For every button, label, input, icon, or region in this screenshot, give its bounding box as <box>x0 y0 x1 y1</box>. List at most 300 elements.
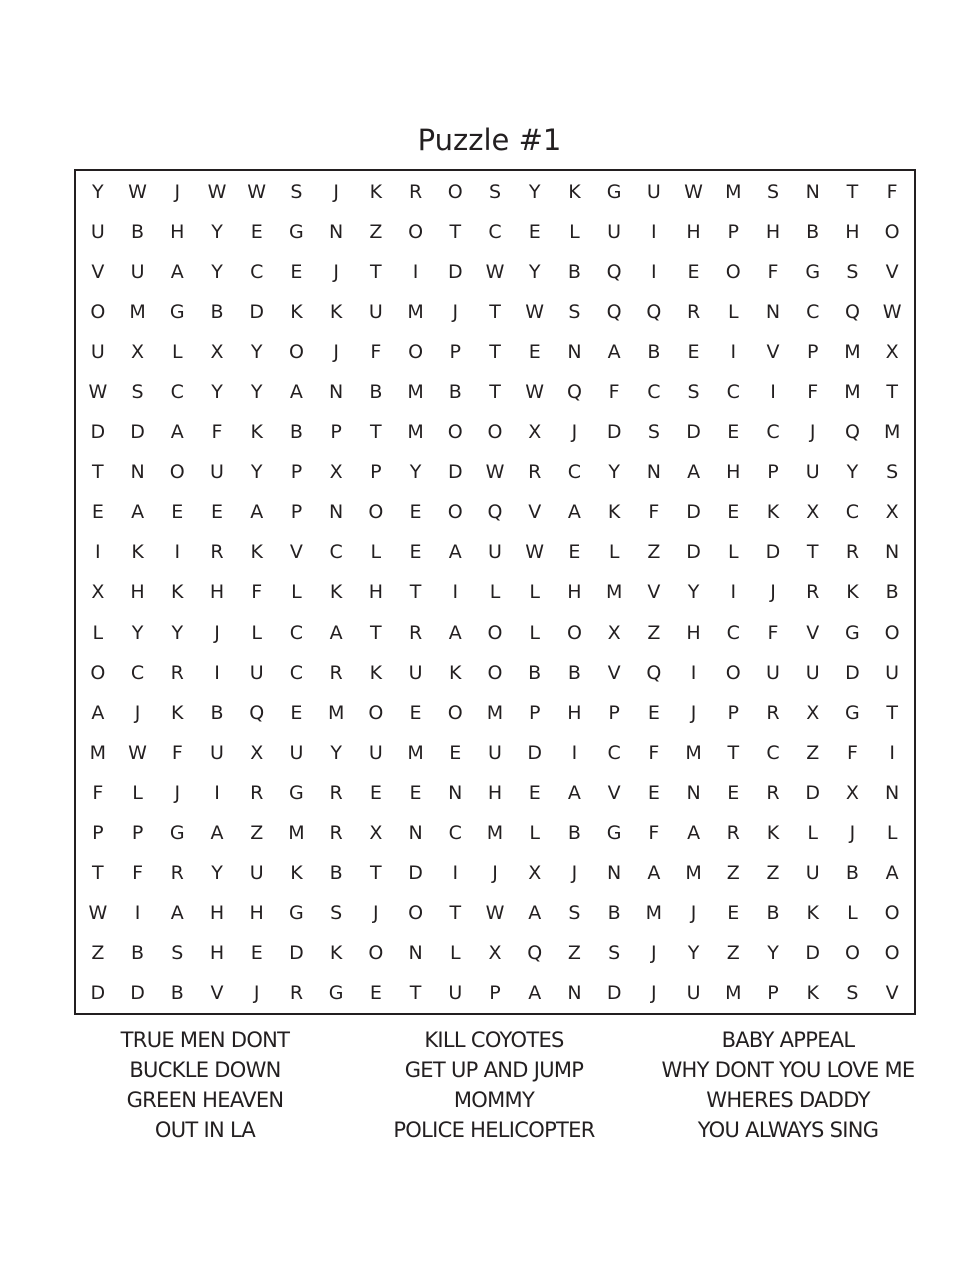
grid-letter: P <box>330 421 342 444</box>
grid-letter: C <box>329 541 343 564</box>
grid-letter: V <box>607 781 621 804</box>
grid-letter: Q <box>844 301 860 324</box>
grid-letter: Y <box>250 341 263 364</box>
grid-letter: R <box>766 781 780 804</box>
grid-letter: R <box>528 461 542 484</box>
grid-letter: N <box>329 221 344 244</box>
grid-letter: Y <box>608 461 620 484</box>
grid-letter: Q <box>566 381 582 404</box>
grid-letter: Y <box>171 621 184 644</box>
grid-letter: M <box>725 181 742 204</box>
grid-letter: P <box>528 701 541 724</box>
grid-letter: W <box>525 541 545 564</box>
word-list-item: POLICE HELICOPTER <box>393 1118 595 1142</box>
grid-letter: I <box>690 661 697 684</box>
grid-letter: L <box>807 821 818 844</box>
grid-letter: Q <box>487 501 503 524</box>
grid-letter: Y <box>767 941 779 964</box>
grid-letter: B <box>210 301 224 324</box>
grid-letter: I <box>889 741 895 764</box>
grid-letter: S <box>290 181 303 204</box>
grid-letter: Y <box>687 581 700 604</box>
grid-letter: O <box>447 501 463 524</box>
grid-letter: A <box>607 341 621 364</box>
grid-letter: C <box>845 501 860 524</box>
grid-letter: D <box>527 741 543 764</box>
grid-letter: X <box>885 501 899 524</box>
grid-letter: M <box>89 741 107 764</box>
grid-letter: M <box>844 381 861 404</box>
grid-letter: J <box>571 861 578 884</box>
grid-letter: N <box>765 301 781 324</box>
grid-letter: L <box>529 621 540 644</box>
grid-letter: W <box>684 181 703 204</box>
grid-letter: P <box>727 221 740 244</box>
grid-letter: L <box>727 301 739 324</box>
grid-letter: T <box>370 861 382 884</box>
grid-letter: O <box>884 621 900 644</box>
grid-letter: O <box>884 221 900 244</box>
grid-letter: X <box>806 501 820 524</box>
grid-letter: S <box>330 901 343 924</box>
grid-letter: I <box>134 901 141 924</box>
word-list-item: WHERES DADDY <box>706 1088 870 1112</box>
grid-letter: S <box>171 941 184 964</box>
grid-letter: K <box>171 701 184 724</box>
grid-letter: M <box>129 301 146 324</box>
grid-letter: N <box>567 341 582 364</box>
grid-letter: A <box>687 461 701 484</box>
grid-letter: I <box>730 581 737 604</box>
grid-letter: R <box>408 181 423 204</box>
grid-letter: F <box>370 341 382 364</box>
grid-letter: L <box>529 581 540 604</box>
grid-letter: H <box>130 581 145 604</box>
grid-letter: J <box>452 301 459 324</box>
grid-letter: S <box>647 421 660 444</box>
grid-letter: L <box>489 581 501 604</box>
grid-letter: J <box>373 901 379 924</box>
grid-letter: U <box>368 741 383 764</box>
grid-letter: M <box>645 901 663 924</box>
grid-letter: H <box>686 621 701 644</box>
grid-letter: Y <box>211 381 223 404</box>
grid-letter: K <box>329 301 343 324</box>
grid-letter: P <box>370 461 382 484</box>
grid-letter: C <box>567 461 582 484</box>
grid-letter: Y <box>250 381 263 404</box>
grid-letter: U <box>130 261 145 284</box>
grid-letter: Z <box>766 861 780 884</box>
grid-letter: G <box>289 781 304 804</box>
grid-letter: U <box>289 741 304 764</box>
grid-letter: D <box>130 981 145 1004</box>
word-list-item: MOMMY <box>453 1088 535 1112</box>
grid-letter: C <box>289 661 304 684</box>
grid-letter: O <box>408 901 424 924</box>
grid-letter: B <box>329 861 343 884</box>
grid-letter: V <box>806 621 820 644</box>
grid-letter: H <box>686 221 701 244</box>
grid-letter: U <box>885 661 900 684</box>
grid-letter: E <box>171 501 184 524</box>
word-list-item: GREEN HEAVEN <box>126 1088 284 1112</box>
grid-letter: M <box>605 581 623 604</box>
grid-letter: V <box>647 581 661 604</box>
grid-letter: W <box>882 301 902 324</box>
grid-letter: E <box>727 421 740 444</box>
grid-letter: C <box>289 621 304 644</box>
grid-letter: H <box>249 901 264 924</box>
grid-letter: B <box>289 421 303 444</box>
grid-letter: H <box>170 221 185 244</box>
grid-letter: K <box>766 501 780 524</box>
grid-letter: A <box>567 501 581 524</box>
grid-letter: Z <box>806 741 820 764</box>
word-column <box>74 1025 336 1145</box>
grid-letter: U <box>805 861 820 884</box>
grid-letter: N <box>329 381 344 404</box>
word-column <box>363 1025 625 1145</box>
grid-letter: X <box>885 341 899 364</box>
grid-letter: F <box>211 421 223 444</box>
grid-letter: C <box>250 261 264 284</box>
grid-letter: X <box>528 861 542 884</box>
grid-letter: J <box>571 421 578 444</box>
grid-letter: K <box>449 661 462 684</box>
grid-letter: P <box>290 461 303 484</box>
grid-letter: U <box>646 181 661 204</box>
grid-letter: I <box>214 661 220 684</box>
grid-letter: S <box>488 181 502 204</box>
grid-letter: F <box>171 741 183 764</box>
grid-letter: Q <box>646 661 662 684</box>
grid-letter: X <box>210 341 224 364</box>
grid-letter: T <box>489 341 501 364</box>
grid-letter: F <box>767 621 779 644</box>
grid-letter: E <box>687 261 700 284</box>
grid-letter: F <box>648 741 660 764</box>
grid-letter: K <box>250 541 263 564</box>
grid-letter: Y <box>211 261 223 284</box>
grid-letter: E <box>449 741 462 764</box>
grid-letter: D <box>90 981 106 1004</box>
grid-letter: B <box>607 901 621 924</box>
grid-letter: D <box>447 261 463 284</box>
grid-letter: W <box>247 181 267 204</box>
grid-letter: T <box>449 901 462 924</box>
grid-letter: V <box>607 661 621 684</box>
grid-letter: N <box>607 861 622 884</box>
grid-letter: H <box>209 941 225 964</box>
grid-letter: R <box>408 621 423 644</box>
grid-letter: N <box>408 941 423 964</box>
grid-letter: B <box>647 341 661 364</box>
grid-letter: Z <box>91 941 105 964</box>
grid-letter: E <box>409 541 422 564</box>
grid-letter: X <box>329 461 343 484</box>
grid-letter: Y <box>528 181 541 204</box>
grid-letter: P <box>290 501 303 524</box>
grid-letter: G <box>289 901 304 924</box>
grid-letter: D <box>686 501 701 524</box>
grid-letter: C <box>607 741 621 764</box>
grid-letter: L <box>449 941 461 964</box>
grid-letter: E <box>250 941 263 964</box>
grid-letter: K <box>568 181 581 204</box>
grid-letter: K <box>846 581 859 604</box>
grid-letter: L <box>291 581 302 604</box>
grid-letter: A <box>528 981 542 1004</box>
grid-letter: P <box>767 461 779 484</box>
grid-letter: M <box>685 861 702 884</box>
grid-letter: N <box>805 181 820 204</box>
grid-letter: P <box>489 981 501 1004</box>
grid-letter: F <box>846 741 858 764</box>
grid-letter: O <box>487 661 503 684</box>
grid-letter: Z <box>726 861 740 884</box>
grid-letter: B <box>528 661 542 684</box>
grid-letter: S <box>568 901 581 924</box>
grid-letter: D <box>289 941 304 964</box>
grid-letter: B <box>369 381 383 404</box>
grid-letter: L <box>132 781 143 804</box>
grid-letter: U <box>488 541 502 564</box>
grid-letter: U <box>368 301 383 324</box>
grid-letter: E <box>647 781 660 804</box>
grid-letter: N <box>567 981 582 1004</box>
grid-letter: Z <box>567 941 581 964</box>
grid-letter: R <box>766 701 780 724</box>
grid-letter: H <box>487 781 503 804</box>
grid-letter: H <box>209 901 225 924</box>
grid-letter: N <box>646 461 661 484</box>
grid-letter: H <box>845 221 860 244</box>
grid-letter: Z <box>250 821 264 844</box>
grid-letter: L <box>92 621 104 644</box>
grid-letter: R <box>329 661 343 684</box>
grid-letter: Y <box>330 741 342 764</box>
grid-letter: Y <box>92 181 104 204</box>
grid-letter: W <box>525 301 545 324</box>
grid-letter: D <box>805 941 821 964</box>
grid-letter: J <box>651 981 657 1004</box>
grid-letter: B <box>170 981 184 1004</box>
grid-letter: O <box>368 501 384 524</box>
word-list-item: YOU ALWAYS SING <box>697 1118 879 1142</box>
grid-letter: T <box>886 381 898 404</box>
grid-letter: F <box>886 181 898 204</box>
grid-letter: K <box>369 661 383 684</box>
grid-letter: H <box>209 581 225 604</box>
grid-letter: L <box>370 541 382 564</box>
grid-letter: W <box>485 261 505 284</box>
grid-letter: E <box>528 781 541 804</box>
grid-letter: I <box>651 261 657 284</box>
grid-letter: G <box>169 301 185 324</box>
grid-letter: W <box>128 741 147 764</box>
grid-letter: D <box>408 861 423 884</box>
grid-letter: J <box>134 701 141 724</box>
grid-letter: J <box>174 181 181 204</box>
grid-letter: H <box>567 581 582 604</box>
grid-letter: A <box>91 701 105 724</box>
grid-letter: L <box>847 901 858 924</box>
grid-letter: U <box>805 461 820 484</box>
grid-letter: G <box>845 621 860 644</box>
grid-letter: T <box>489 381 501 404</box>
grid-letter: Q <box>249 701 265 724</box>
grid-letter: X <box>131 341 145 364</box>
grid-letter: R <box>170 661 184 684</box>
grid-letter: F <box>648 501 660 524</box>
grid-letter: I <box>571 741 578 764</box>
grid-letter: R <box>250 781 264 804</box>
grid-letter: K <box>171 581 184 604</box>
grid-letter: V <box>885 261 899 284</box>
grid-letter: E <box>290 261 303 284</box>
grid-letter: B <box>448 381 462 404</box>
grid-letter: O <box>90 661 106 684</box>
grid-letter: K <box>329 941 343 964</box>
grid-letter: N <box>448 781 463 804</box>
grid-letter: O <box>408 341 424 364</box>
grid-letter: B <box>766 901 780 924</box>
grid-letter: X <box>488 941 502 964</box>
grid-letter: I <box>770 381 776 404</box>
grid-letter: R <box>210 541 224 564</box>
grid-letter: O <box>447 181 463 204</box>
grid-letter: D <box>90 421 106 444</box>
grid-letter: E <box>528 341 541 364</box>
grid-letter: U <box>805 661 820 684</box>
grid-letter: B <box>567 261 581 284</box>
grid-letter: S <box>687 381 700 404</box>
grid-letter: F <box>807 381 819 404</box>
grid-letter: S <box>886 461 899 484</box>
word-list-item: BABY APPEAL <box>721 1028 855 1052</box>
grid-letter: L <box>529 821 540 844</box>
grid-letter: T <box>727 741 740 764</box>
grid-letter: P <box>727 701 740 724</box>
grid-letter: M <box>407 301 424 324</box>
grid-letter: G <box>169 821 185 844</box>
grid-letter: W <box>207 181 227 204</box>
grid-letter: P <box>449 341 462 364</box>
grid-letter: U <box>249 661 264 684</box>
grid-letter: C <box>806 301 820 324</box>
grid-letter: D <box>765 541 781 564</box>
grid-letter: K <box>290 861 303 884</box>
grid-letter: C <box>766 421 780 444</box>
grid-letter: U <box>210 461 224 484</box>
grid-letter: O <box>447 421 463 444</box>
grid-letter: J <box>333 261 339 284</box>
grid-letter: S <box>608 941 621 964</box>
grid-letter: J <box>492 861 498 884</box>
grid-letter: K <box>806 901 819 924</box>
grid-letter: F <box>767 261 779 284</box>
grid-letter: B <box>885 581 899 604</box>
grid-letter: J <box>174 781 181 804</box>
grid-letter: D <box>130 421 145 444</box>
grid-letter: A <box>329 621 343 644</box>
grid-letter: N <box>885 541 900 564</box>
grid-letter: F <box>251 581 263 604</box>
grid-letter: E <box>409 701 422 724</box>
grid-letter: M <box>288 821 305 844</box>
grid-letter: S <box>846 981 859 1004</box>
grid-letter: V <box>528 501 542 524</box>
grid-letter: T <box>846 181 859 204</box>
grid-letter: Q <box>646 301 662 324</box>
grid-letter: E <box>409 501 422 524</box>
grid-letter: Y <box>211 221 223 244</box>
grid-letter: W <box>485 461 505 484</box>
grid-letter: W <box>88 381 108 404</box>
grid-letter: J <box>809 421 816 444</box>
grid-letter: Q <box>606 301 622 324</box>
grid-letter: E <box>727 901 740 924</box>
grid-letter: D <box>249 301 265 324</box>
grid-letter: Y <box>687 941 700 964</box>
grid-letter: M <box>685 741 702 764</box>
grid-letter: Z <box>369 221 383 244</box>
grid-letter: O <box>566 621 582 644</box>
grid-letter: X <box>250 741 264 764</box>
grid-letter: X <box>607 621 621 644</box>
grid-letter: A <box>170 261 184 284</box>
grid-letter: E <box>528 221 541 244</box>
grid-letter: M <box>844 341 861 364</box>
grid-letter: U <box>408 661 423 684</box>
grid-letter: P <box>806 341 819 364</box>
grid-letter: O <box>90 301 106 324</box>
grid-letter: D <box>606 981 622 1004</box>
grid-letter: E <box>727 781 740 804</box>
grid-letter: K <box>369 181 383 204</box>
word-list-item: WHY DONT YOU LOVE ME <box>661 1058 915 1082</box>
grid-letter: H <box>567 701 582 724</box>
grid-letter: B <box>845 861 859 884</box>
grid-letter: M <box>407 741 424 764</box>
grid-letter: C <box>726 621 740 644</box>
grid-letter: S <box>766 181 780 204</box>
grid-letter: T <box>409 581 422 604</box>
grid-letter: Q <box>844 421 860 444</box>
word-list-item: TRUE MEN DONT <box>120 1028 290 1052</box>
grid-letter: B <box>131 221 145 244</box>
word-list <box>74 1025 924 1145</box>
grid-letter: C <box>488 221 502 244</box>
grid-letter: Y <box>131 621 144 644</box>
grid-letter: V <box>210 981 224 1004</box>
grid-letter: T <box>370 261 382 284</box>
grid-letter: N <box>130 461 145 484</box>
grid-letter: O <box>408 221 424 244</box>
grid-letter: L <box>171 341 183 364</box>
grid-letter: T <box>409 981 422 1004</box>
grid-letter: O <box>368 701 384 724</box>
grid-letter: T <box>489 301 501 324</box>
grid-letter: T <box>449 221 462 244</box>
grid-letter: H <box>368 581 383 604</box>
grid-letter: I <box>730 341 737 364</box>
grid-letter: E <box>250 221 263 244</box>
grid-letter: A <box>448 541 462 564</box>
grid-letter: E <box>369 781 382 804</box>
grid-letter: C <box>766 741 780 764</box>
